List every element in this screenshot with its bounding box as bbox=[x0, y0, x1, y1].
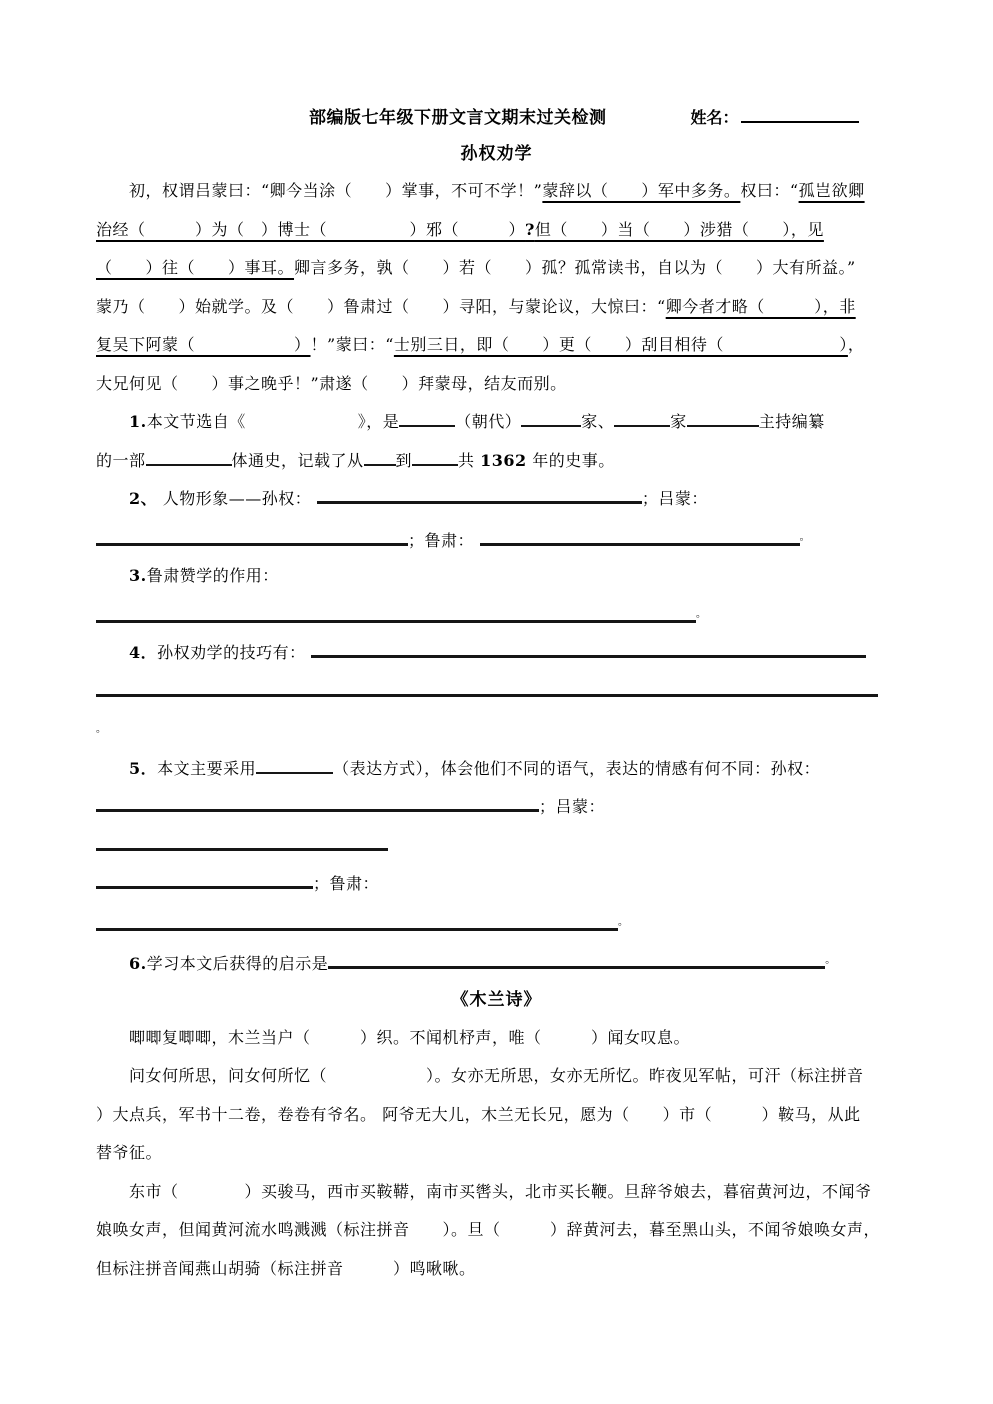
text-segment: 但标注拼音闻燕山胡骑（标注拼音 ）鸣啾啾。 bbox=[96, 1258, 476, 1278]
fill-blank[interactable] bbox=[317, 485, 642, 504]
text-segment: ， bbox=[847, 335, 865, 354]
text-segment: 。 bbox=[825, 955, 836, 966]
blank-line bbox=[96, 788, 897, 827]
passage-line bbox=[96, 1057, 897, 1096]
text-segment: ；鲁肃： bbox=[408, 530, 480, 550]
text-segment: 1362 bbox=[480, 450, 527, 470]
fill-blank[interactable] bbox=[364, 448, 396, 466]
passage-line bbox=[96, 172, 897, 211]
underlined-text: 治经（ ）为（ ）博士（ ）邪（ ） bbox=[96, 219, 526, 239]
fill-blank[interactable] bbox=[96, 912, 618, 931]
text-segment: 。 bbox=[799, 531, 810, 543]
worksheet-content bbox=[96, 102, 897, 1288]
text-segment: 人物形象——孙权： bbox=[157, 489, 317, 508]
fill-blank[interactable] bbox=[96, 604, 696, 623]
passage-line bbox=[96, 326, 897, 365]
passage-line bbox=[96, 211, 897, 250]
text-segment: 权曰：“ bbox=[740, 181, 799, 200]
question-line bbox=[96, 750, 897, 789]
text-segment: 到 bbox=[395, 450, 413, 470]
blank-line bbox=[96, 711, 897, 750]
fill-blank[interactable] bbox=[256, 756, 333, 774]
passage-line bbox=[96, 365, 897, 404]
text-segment: 问女何所思，问女何所忆（ ）。女亦无所思，女亦无所忆。昨夜见军帖，可汗（标注拼音 bbox=[129, 1066, 864, 1085]
text-segment: 体通史，记载了从 bbox=[231, 450, 364, 470]
question-line bbox=[96, 557, 897, 596]
name-label-text: 姓名： bbox=[690, 108, 739, 127]
section-sunquan-body bbox=[96, 172, 897, 981]
blank-line bbox=[96, 673, 897, 712]
text-segment: 。 bbox=[696, 608, 706, 620]
passage-line bbox=[96, 1250, 897, 1289]
blank-line bbox=[96, 904, 897, 943]
text-segment: 。 bbox=[96, 724, 106, 735]
underlined-text: ? bbox=[525, 219, 535, 239]
text-segment: ；鲁肃： bbox=[313, 874, 380, 893]
question-line bbox=[96, 519, 897, 558]
text-segment: 学习本文后获得的启示是 bbox=[146, 954, 329, 973]
passage-line bbox=[96, 1173, 897, 1212]
fill-blank[interactable] bbox=[399, 409, 455, 427]
student-name-label bbox=[691, 105, 859, 128]
text-segment: 家、 bbox=[581, 412, 615, 431]
passage-line bbox=[96, 249, 897, 288]
passage-line bbox=[96, 1134, 897, 1173]
text-segment: （朝代） bbox=[455, 412, 522, 431]
text-segment: 鲁肃赞学的作用： bbox=[146, 566, 279, 585]
worksheet-header bbox=[96, 102, 897, 128]
fill-blank[interactable] bbox=[521, 409, 581, 427]
fill-blank[interactable] bbox=[311, 639, 866, 658]
text-segment: 本文主要采用 bbox=[157, 758, 257, 778]
text-segment: 蒙乃（ ）始就学。及（ ）鲁肃过（ ）寻阳，与蒙论议，大惊曰：“ bbox=[96, 296, 666, 316]
fill-blank[interactable] bbox=[96, 793, 539, 812]
text-segment: ；吕蒙： bbox=[641, 489, 708, 508]
blank-line bbox=[96, 596, 897, 635]
text-segment: ）大点兵，军书十二卷，卷卷有爷名。 阿爷无大儿，木兰无长兄，愿为（ ）市（ ）鞍马，从此 bbox=[96, 1104, 861, 1124]
fill-blank[interactable] bbox=[96, 678, 878, 697]
question-line bbox=[96, 480, 897, 519]
text-segment: 大兄何见（ ）事之晚乎！”肃遂（ ）拜蒙母，结友而别。 bbox=[96, 373, 567, 393]
text-segment: 主持编纂 bbox=[758, 412, 825, 431]
underlined-text: 蒙辞以（ ）军中多务。 bbox=[542, 181, 741, 200]
text-segment: 初，权谓吕蒙曰：“卿今当涂（ ）掌事，不可不学！” bbox=[129, 181, 543, 200]
section-heading-sunquan: 孙权劝学 bbox=[460, 144, 533, 164]
student-name-blank[interactable] bbox=[741, 107, 859, 123]
underlined-text: 孤岂欲卿 bbox=[798, 181, 865, 200]
fill-blank[interactable] bbox=[614, 409, 670, 427]
fill-blank[interactable] bbox=[328, 950, 825, 969]
text-segment: 替爷征。 bbox=[96, 1143, 163, 1162]
question-line bbox=[96, 442, 897, 481]
text-segment: 5． bbox=[129, 758, 158, 778]
passage-line bbox=[96, 1211, 897, 1250]
underlined-text: 士别三日，即（ ）更（ ）刮目相待（ ） bbox=[393, 335, 848, 354]
passage-line bbox=[96, 1096, 897, 1135]
text-segment: 娘唤女声，但闻黄河流水鸣溅溅（标注拼音 ）。旦（ ）辞黄河去，暮至黑山头，不闻爷娘唤女声， bbox=[96, 1220, 881, 1239]
text-segment: 卿言多务，孰（ ）若（ ）孤？孤常读书，自以为（ ）大有所益。” bbox=[294, 258, 856, 277]
text-segment: ；吕蒙： bbox=[539, 797, 606, 816]
section-heading-mulan: 《木兰诗》 bbox=[451, 989, 542, 1010]
question-line bbox=[96, 942, 897, 981]
fill-blank[interactable] bbox=[412, 448, 458, 466]
text-segment: 的一部 bbox=[96, 450, 146, 470]
text-segment: 东市（ ）买骏马，西市买鞍鞯，南市买辔头，北市买长鞭。旦辞爷娘去，暮宿黄河边，不闻爷 bbox=[129, 1181, 872, 1201]
fill-blank[interactable] bbox=[96, 870, 313, 889]
blank-line bbox=[96, 865, 897, 904]
fill-blank[interactable] bbox=[96, 527, 408, 546]
text-segment: 3. bbox=[129, 566, 147, 585]
passage-line bbox=[96, 1019, 897, 1058]
question-line bbox=[96, 403, 897, 442]
text-segment: ！”蒙曰：“ bbox=[310, 335, 394, 354]
underlined-text: 卿今者才略（ ），非 bbox=[665, 296, 856, 316]
text-segment: 4． bbox=[129, 643, 158, 662]
text-segment: 唧唧复唧唧，木兰当户（ ）织。不闻机杼声，唯（ ）闻女叹息。 bbox=[129, 1027, 691, 1047]
text-segment: 本文节选自《 bbox=[146, 412, 246, 431]
fill-blank[interactable] bbox=[687, 409, 759, 427]
fill-blank[interactable] bbox=[146, 448, 232, 466]
text-segment: 孙权劝学的技巧有： bbox=[157, 643, 312, 662]
text-segment: 》，是 bbox=[357, 412, 400, 431]
text-segment: 共 bbox=[458, 450, 481, 470]
worksheet-title: 部编版七年级下册文言文期末过关检测 bbox=[309, 108, 607, 128]
text-segment: 。 bbox=[618, 916, 628, 928]
underlined-text: （ ）往（ ）事耳。 bbox=[96, 258, 295, 277]
text-segment: 家 bbox=[670, 412, 687, 431]
question-line bbox=[96, 634, 897, 673]
fill-gap[interactable] bbox=[246, 411, 358, 427]
text-segment: （表达方式），体会他们不同的语气，表达的情感有何不同：孙权： bbox=[333, 758, 821, 778]
text-segment: 1. bbox=[129, 412, 147, 431]
fill-blank[interactable] bbox=[96, 832, 388, 851]
passage-line bbox=[96, 288, 897, 327]
fill-blank[interactable] bbox=[480, 527, 800, 546]
underlined-text: 复吴下阿蒙（ ） bbox=[96, 335, 311, 354]
text-segment: 2、 bbox=[129, 489, 158, 508]
section-mulan-body bbox=[96, 1019, 897, 1289]
text-segment: 年的史事。 bbox=[526, 450, 615, 470]
underlined-text: 但（ ）当（ ）涉猎（ ），见 bbox=[534, 219, 824, 239]
blank-line bbox=[96, 827, 897, 866]
text-segment: 6. bbox=[129, 954, 147, 973]
